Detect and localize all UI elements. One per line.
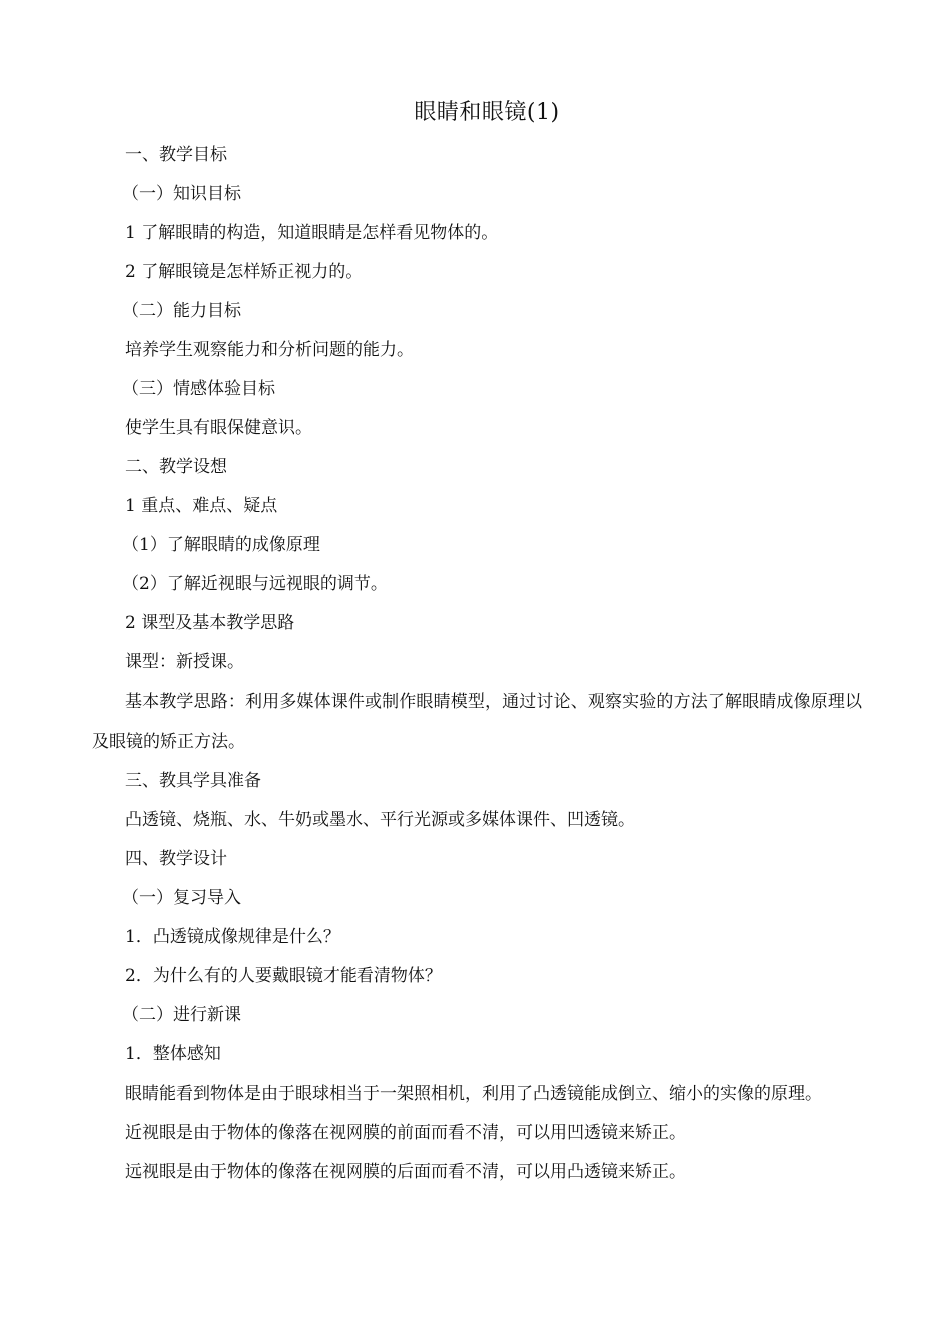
subsection-heading: （一）复习导入 xyxy=(122,888,241,908)
paragraph: 培养学生观察能力和分析问题的能力。 xyxy=(125,340,414,360)
section-heading: 二、教学设想 xyxy=(125,457,227,477)
paragraph: 眼睛能看到物体是由于眼球相当于一架照相机，利用了凸透镜能成倒立、缩小的实像的原理。 xyxy=(125,1084,822,1104)
paragraph: 1．整体感知 xyxy=(125,1044,221,1064)
section-heading: 四、教学设计 xyxy=(125,849,227,869)
subsection-heading: （二）能力目标 xyxy=(122,301,241,321)
section-heading: 一、教学目标 xyxy=(125,145,227,165)
document-body xyxy=(92,136,862,1192)
subsection-heading: （三）情感体验目标 xyxy=(122,379,275,399)
paragraph: 使学生具有眼保健意识。 xyxy=(125,418,312,438)
paragraph: 1 了解眼睛的构造，知道眼睛是怎样看见物体的。 xyxy=(125,223,499,243)
paragraph: （2）了解近视眼与远视眼的调节。 xyxy=(122,574,388,594)
paragraph: 2 了解眼镜是怎样矫正视力的。 xyxy=(125,262,363,282)
paragraph: 基本教学思路：利用多媒体课件或制作眼睛模型，通过讨论、观察实验的方法了解眼睛成像原理以及眼镜的矫正方法。 xyxy=(92,692,862,752)
paragraph: 1．凸透镜成像规律是什么？ xyxy=(125,927,340,947)
document-title: 眼睛和眼镜(1) xyxy=(414,100,560,125)
paragraph: 远视眼是由于物体的像落在视网膜的后面而看不清，可以用凸透镜来矫正。 xyxy=(125,1162,686,1182)
subsection-heading: （一）知识目标 xyxy=(122,184,241,204)
paragraph: 1 重点、难点、疑点 xyxy=(125,496,278,516)
paragraph: 近视眼是由于物体的像落在视网膜的前面而看不清，可以用凹透镜来矫正。 xyxy=(125,1123,686,1143)
paragraph: 2 课型及基本教学思路 xyxy=(125,613,295,633)
paragraph: 课型：新授课。 xyxy=(125,652,244,672)
paragraph: 2．为什么有的人要戴眼镜才能看清物体？ xyxy=(125,966,442,986)
section-heading: 三、教具学具准备 xyxy=(125,771,261,791)
paragraph: 凸透镜、烧瓶、水、牛奶或墨水、平行光源或多媒体课件、凹透镜。 xyxy=(125,810,635,830)
paragraph: （1）了解眼睛的成像原理 xyxy=(122,535,320,555)
subsection-heading: （二）进行新课 xyxy=(122,1005,241,1025)
